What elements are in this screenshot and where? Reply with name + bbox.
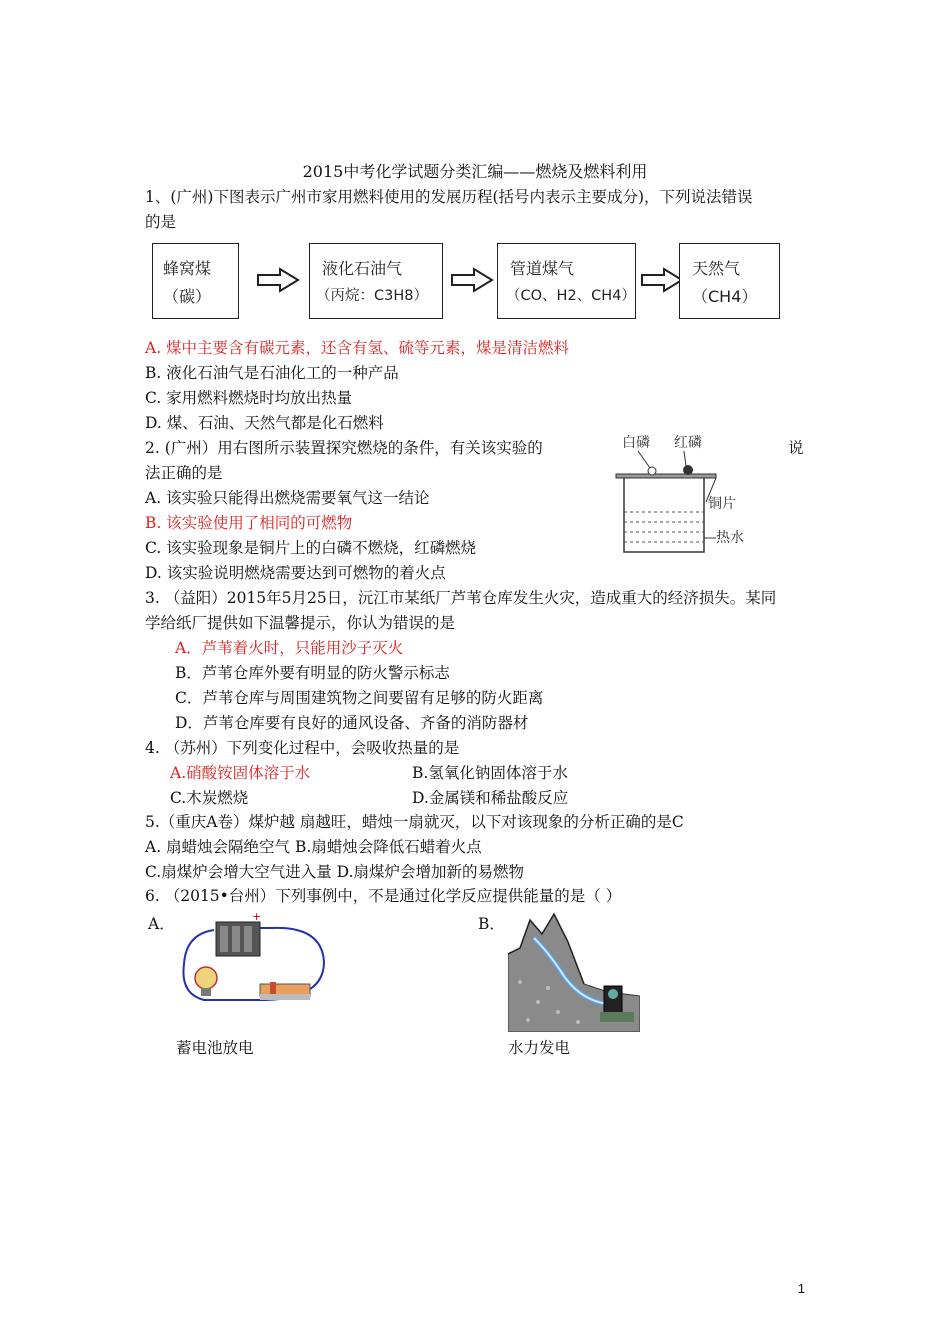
- flow-arrow-icon: [256, 267, 300, 293]
- combustion-apparatus-figure: [612, 430, 772, 558]
- q3-option-a: A．芦苇着火时，只能用沙子灭火: [175, 639, 404, 657]
- page-number: 1: [797, 1281, 805, 1296]
- q1-option-c: C. 家用燃料燃烧时均放出热量: [145, 389, 353, 407]
- q3-option-d: D．芦苇仓库要有良好的通风设备、齐备的消防器材: [175, 714, 529, 732]
- hot-water-label: 热水: [716, 530, 744, 546]
- flow-arrow-icon: [640, 267, 684, 293]
- flow-box-name: 蜂窝煤: [163, 259, 212, 278]
- q6-stem: 6. （2015•台州）下列事例中，不是通过化学反应提供能量的是（ ）: [145, 887, 622, 905]
- flow-box-composition: （碳）: [163, 287, 212, 306]
- flow-box-natural-gas: [679, 243, 780, 319]
- q3-option-c: C．芦苇仓库与周围建筑物之间要留有足够的防火距离: [175, 689, 544, 707]
- flow-arrow-icon: [450, 267, 494, 293]
- battery-circuit-figure: [176, 912, 328, 1006]
- q1-option-a: A. 煤中主要含有碳元素，还含有氢、硫等元素，煤是清洁燃料: [145, 339, 570, 357]
- q2-option-a: A. 该实验只能得出燃烧需要氧气这一结论: [145, 489, 430, 507]
- q4-option-c: C.木炭燃烧: [170, 789, 249, 807]
- q2-stem-line2: 法正确的是: [145, 464, 223, 482]
- flow-box-lpg: [309, 243, 443, 319]
- flow-box-name: 液化石油气: [322, 259, 403, 278]
- q4-option-a: A.硝酸铵固体溶于水: [170, 764, 311, 782]
- flow-box-name: 天然气: [692, 259, 741, 278]
- flow-box-composition: （丙烷：C3H8）: [316, 288, 428, 304]
- flow-box-pipe-gas: [497, 243, 636, 319]
- q2-option-c: C. 该实验现象是铜片上的白磷不燃烧，红磷燃烧: [145, 539, 477, 557]
- q6-option-b-label: B．: [478, 915, 505, 933]
- flow-box-name: 管道煤气: [510, 259, 575, 278]
- q2-option-b: B. 该实验使用了相同的可燃物: [145, 514, 353, 532]
- red-phosphorus-label: 红磷: [674, 435, 702, 451]
- q6-option-a-label: A．: [148, 915, 175, 933]
- flow-box-composition: （CO、H2、CH4）: [506, 288, 636, 304]
- q6-option-a-caption: 蓄电池放电: [176, 1039, 254, 1057]
- q1-stem-line1: 1、(广州)下图表示广州市家用燃料使用的发展历程(括号内表示主要成分)，下列说法错误: [145, 188, 753, 206]
- q6-option-b-caption: 水力发电: [508, 1039, 571, 1057]
- q3-stem-line2: 学给纸厂提供如下温馨提示，你认为错误的是: [145, 614, 456, 632]
- q5-options-line2: C.扇煤炉会增大空气进入量 D.扇煤炉会增加新的易燃物: [145, 863, 524, 881]
- q2-option-d: D. 该实验说明燃烧需要达到可燃物的着火点: [145, 564, 446, 582]
- q1-option-d: D. 煤、石油、天然气都是化石燃料: [145, 414, 384, 432]
- q4-option-d: D.金属镁和稀盐酸反应: [412, 789, 569, 807]
- q3-stem-line1: 3. （益阳）2015年5月25日，沅江市某纸厂芦苇仓库发生火灾，造成重大的经济损失。某同: [145, 589, 777, 607]
- hydropower-figure: [508, 912, 640, 1032]
- q3-option-b: B．芦苇仓库外要有明显的防火警示标志: [175, 664, 450, 682]
- q5-stem: 5.（重庆A卷）煤炉越 扇越旺，蜡烛一扇就灭，以下对该现象的分析正确的是C: [145, 813, 684, 831]
- q4-stem: 4. （苏州）下列变化过程中，会吸收热量的是: [145, 739, 460, 757]
- flow-box-honeycomb-coal: [152, 243, 239, 319]
- page-title: 2015中考化学试题分类汇编——燃烧及燃料利用: [302, 162, 648, 181]
- flow-box-composition: （CH4）: [692, 287, 758, 306]
- q2-stem-line1-end: 说: [788, 439, 804, 457]
- q1-stem-line2: 的是: [145, 213, 177, 231]
- q1-option-b: B. 液化石油气是石油化工的一种产品: [145, 364, 399, 382]
- white-phosphorus-label: 白磷: [622, 435, 650, 451]
- svg-text:+: +: [252, 912, 262, 923]
- q5-options-line1: A. 扇蜡烛会隔绝空气 B.扇蜡烛会降低石蜡着火点: [145, 838, 482, 856]
- q2-stem-line1: 2. (广州）用右图所示装置探究燃烧的条件，有关该实验的: [145, 439, 543, 457]
- copper-sheet-label: 铜片: [708, 496, 736, 512]
- q4-option-b: B.氢氧化钠固体溶于水: [412, 764, 568, 782]
